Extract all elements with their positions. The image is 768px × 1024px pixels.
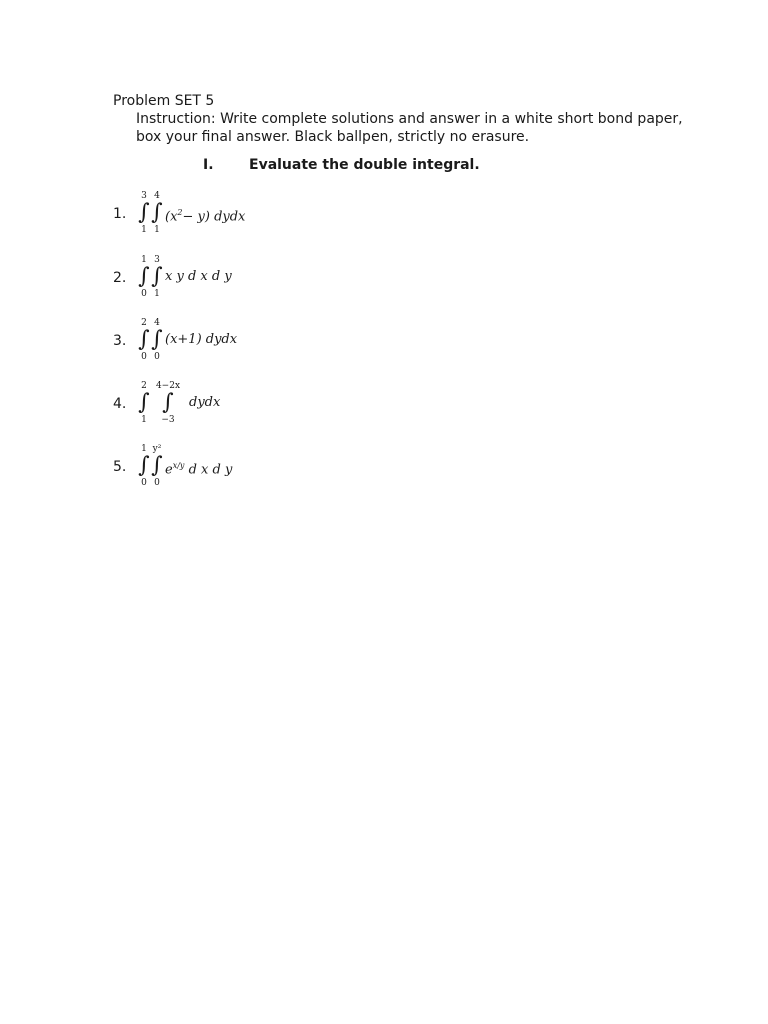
outer-integral — [137, 444, 151, 490]
section-heading — [203, 156, 480, 174]
upper-limit: 4 — [154, 318, 160, 328]
problem-item — [113, 444, 513, 490]
instruction-text: Instruction: Write complete solutions and answer in a white short bond paper, box your final answer. Black ballpen, strictly no erasure. — [136, 111, 683, 145]
problem-number: 5. — [113, 459, 127, 475]
problem-item — [113, 255, 513, 301]
section-numeral: I. — [203, 157, 214, 173]
integral-sign: ∫ — [162, 390, 174, 415]
integrand: $(x^2- y)$ dydx — [165, 208, 246, 225]
integral-sign: ∫ — [151, 327, 163, 352]
lower-limit: −3 — [161, 415, 175, 425]
problem-number: 4. — [113, 396, 127, 412]
lower-limit: 0 — [141, 478, 147, 488]
inner-integral — [155, 381, 181, 427]
lower-limit: 1 — [154, 289, 160, 299]
lower-limit: 0 — [154, 478, 160, 488]
problem-item — [113, 318, 513, 364]
upper-limit: 4 — [154, 191, 160, 201]
outer-integral — [137, 318, 151, 364]
inner-integral — [150, 318, 164, 364]
document-title: Problem SET 5 — [113, 93, 215, 109]
outer-integral — [137, 381, 151, 427]
outer-integral — [137, 191, 151, 237]
lower-limit: 0 — [141, 352, 147, 362]
lower-limit: 1 — [141, 225, 147, 235]
problem-number: 1. — [113, 206, 127, 222]
integral-sign: ∫ — [138, 264, 150, 289]
upper-limit: 1 — [141, 444, 147, 454]
lower-limit: 0 — [141, 289, 147, 299]
upper-limit: 2 — [141, 318, 147, 328]
integrand: (x+1) dydx — [165, 332, 238, 347]
integrand: $e^{x/y}$ d x d y — [165, 461, 233, 478]
problem-item — [113, 191, 513, 237]
upper-limit: 2 — [141, 381, 147, 391]
problem-number: 2. — [113, 270, 127, 286]
outer-integral — [137, 255, 151, 301]
integrand: x y d x d y — [165, 269, 232, 284]
inner-integral — [150, 255, 164, 301]
integral-sign: ∫ — [138, 200, 150, 225]
integral-sign: ∫ — [151, 264, 163, 289]
upper-limit: 1 — [141, 255, 147, 265]
lower-limit: 1 — [141, 415, 147, 425]
inner-integral — [150, 191, 164, 237]
lower-limit: 1 — [154, 225, 160, 235]
lower-limit: 0 — [154, 352, 160, 362]
integrand: dydx — [189, 395, 221, 410]
upper-limit: y² — [152, 444, 162, 454]
problem-number: 3. — [113, 333, 127, 349]
integral-sign: ∫ — [151, 200, 163, 225]
upper-limit: 4−2x — [155, 381, 181, 391]
integral-sign: ∫ — [138, 327, 150, 352]
problem-item — [113, 381, 513, 427]
integral-sign: ∫ — [138, 390, 150, 415]
section-title: Evaluate the double integral. — [249, 157, 480, 173]
integral-sign: ∫ — [138, 453, 150, 478]
upper-limit: 3 — [154, 255, 160, 265]
upper-limit: 3 — [141, 191, 147, 201]
integral-sign: ∫ — [151, 453, 163, 478]
inner-integral — [150, 444, 164, 490]
